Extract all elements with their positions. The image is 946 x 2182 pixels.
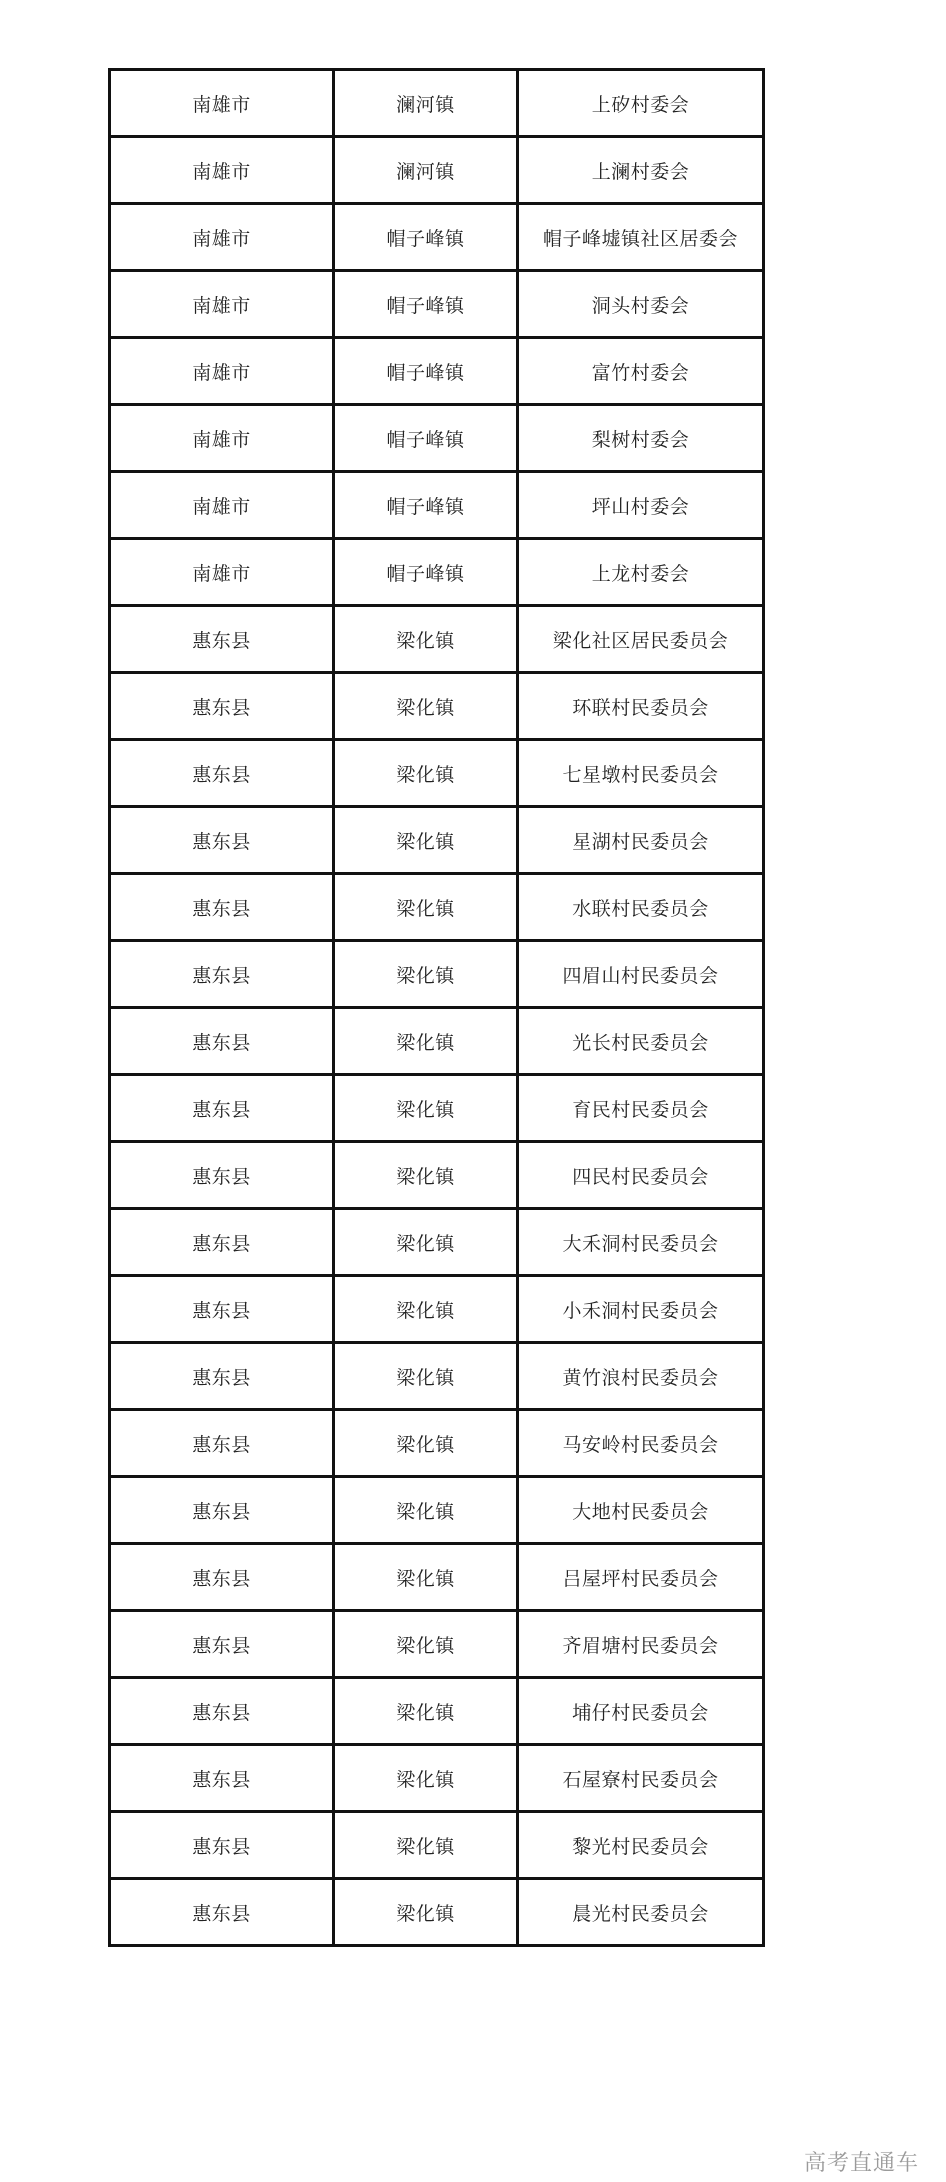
table-row [110, 1276, 764, 1343]
city-cell: 惠东县 [110, 1812, 334, 1879]
committee-cell: 环联村民委员会 [518, 673, 764, 740]
table-row [110, 1142, 764, 1209]
city-cell: 南雄市 [110, 472, 334, 539]
table-row [110, 1477, 764, 1544]
table-row [110, 1745, 764, 1812]
committee-cell: 上龙村委会 [518, 539, 764, 606]
table-row [110, 1209, 764, 1276]
town-cell: 梁化镇 [334, 740, 518, 807]
committee-cell: 育民村民委员会 [518, 1075, 764, 1142]
city-cell: 惠东县 [110, 606, 334, 673]
committee-cell: 上澜村委会 [518, 137, 764, 204]
city-cell: 南雄市 [110, 70, 334, 137]
committee-cell: 星湖村民委员会 [518, 807, 764, 874]
village-table [108, 68, 765, 1947]
table-row [110, 1075, 764, 1142]
table-row [110, 204, 764, 271]
town-cell: 梁化镇 [334, 1410, 518, 1477]
city-cell: 南雄市 [110, 204, 334, 271]
committee-cell: 七星墩村民委员会 [518, 740, 764, 807]
committee-cell: 上矽村委会 [518, 70, 764, 137]
city-cell: 南雄市 [110, 539, 334, 606]
table-row [110, 539, 764, 606]
committee-cell: 富竹村委会 [518, 338, 764, 405]
table-row [110, 1410, 764, 1477]
city-cell: 惠东县 [110, 1879, 334, 1946]
town-cell: 梁化镇 [334, 1678, 518, 1745]
city-cell: 惠东县 [110, 1544, 334, 1611]
town-cell: 梁化镇 [334, 1075, 518, 1142]
village-table-container [108, 68, 762, 1947]
town-cell: 梁化镇 [334, 673, 518, 740]
table-row [110, 1544, 764, 1611]
table-row [110, 941, 764, 1008]
committee-cell: 大禾洞村民委员会 [518, 1209, 764, 1276]
committee-cell: 吕屋坪村民委员会 [518, 1544, 764, 1611]
committee-cell: 洞头村委会 [518, 271, 764, 338]
town-cell: 梁化镇 [334, 1879, 518, 1946]
town-cell: 梁化镇 [334, 1343, 518, 1410]
committee-cell: 马安岭村民委员会 [518, 1410, 764, 1477]
table-row [110, 807, 764, 874]
town-cell: 梁化镇 [334, 941, 518, 1008]
city-cell: 惠东县 [110, 1477, 334, 1544]
city-cell: 惠东县 [110, 941, 334, 1008]
table-row [110, 1343, 764, 1410]
town-cell: 梁化镇 [334, 1142, 518, 1209]
city-cell: 惠东县 [110, 1209, 334, 1276]
city-cell: 南雄市 [110, 338, 334, 405]
city-cell: 惠东县 [110, 1075, 334, 1142]
town-cell: 梁化镇 [334, 807, 518, 874]
city-cell: 惠东县 [110, 1611, 334, 1678]
committee-cell: 梨树村委会 [518, 405, 764, 472]
committee-cell: 水联村民委员会 [518, 874, 764, 941]
town-cell: 澜河镇 [334, 137, 518, 204]
table-row [110, 137, 764, 204]
committee-cell: 埔仔村民委员会 [518, 1678, 764, 1745]
committee-cell: 晨光村民委员会 [518, 1879, 764, 1946]
village-table-body [110, 70, 764, 1946]
city-cell: 惠东县 [110, 1142, 334, 1209]
town-cell: 梁化镇 [334, 1544, 518, 1611]
town-cell: 梁化镇 [334, 1745, 518, 1812]
committee-cell: 小禾洞村民委员会 [518, 1276, 764, 1343]
table-row [110, 1812, 764, 1879]
table-row [110, 472, 764, 539]
committee-cell: 四民村民委员会 [518, 1142, 764, 1209]
town-cell: 帽子峰镇 [334, 405, 518, 472]
town-cell: 帽子峰镇 [334, 204, 518, 271]
city-cell: 南雄市 [110, 271, 334, 338]
city-cell: 惠东县 [110, 1745, 334, 1812]
table-row [110, 405, 764, 472]
city-cell: 惠东县 [110, 1276, 334, 1343]
town-cell: 梁化镇 [334, 1008, 518, 1075]
town-cell: 梁化镇 [334, 1209, 518, 1276]
town-cell: 梁化镇 [334, 1812, 518, 1879]
table-row [110, 271, 764, 338]
committee-cell: 光长村民委员会 [518, 1008, 764, 1075]
city-cell: 南雄市 [110, 405, 334, 472]
city-cell: 惠东县 [110, 673, 334, 740]
town-cell: 梁化镇 [334, 1477, 518, 1544]
table-row [110, 673, 764, 740]
town-cell: 帽子峰镇 [334, 338, 518, 405]
table-row [110, 1678, 764, 1745]
town-cell: 帽子峰镇 [334, 539, 518, 606]
town-cell: 澜河镇 [334, 70, 518, 137]
committee-cell: 大地村民委员会 [518, 1477, 764, 1544]
table-row [110, 874, 764, 941]
city-cell: 惠东县 [110, 1343, 334, 1410]
city-cell: 惠东县 [110, 807, 334, 874]
town-cell: 帽子峰镇 [334, 271, 518, 338]
town-cell: 梁化镇 [334, 606, 518, 673]
town-cell: 梁化镇 [334, 1611, 518, 1678]
town-cell: 梁化镇 [334, 1276, 518, 1343]
watermark-text: 高考直通车 [804, 2151, 920, 2176]
table-row [110, 70, 764, 137]
table-row [110, 1879, 764, 1946]
committee-cell: 石屋寮村民委员会 [518, 1745, 764, 1812]
committee-cell: 黄竹浪村民委员会 [518, 1343, 764, 1410]
city-cell: 南雄市 [110, 137, 334, 204]
table-row [110, 606, 764, 673]
town-cell: 帽子峰镇 [334, 472, 518, 539]
city-cell: 惠东县 [110, 1008, 334, 1075]
committee-cell: 坪山村委会 [518, 472, 764, 539]
committee-cell: 梁化社区居民委员会 [518, 606, 764, 673]
committee-cell: 帽子峰墟镇社区居委会 [518, 204, 764, 271]
town-cell: 梁化镇 [334, 874, 518, 941]
committee-cell: 黎光村民委员会 [518, 1812, 764, 1879]
committee-cell: 齐眉塘村民委员会 [518, 1611, 764, 1678]
table-row [110, 740, 764, 807]
city-cell: 惠东县 [110, 740, 334, 807]
table-row [110, 1611, 764, 1678]
city-cell: 惠东县 [110, 1410, 334, 1477]
city-cell: 惠东县 [110, 874, 334, 941]
committee-cell: 四眉山村民委员会 [518, 941, 764, 1008]
city-cell: 惠东县 [110, 1678, 334, 1745]
table-row [110, 1008, 764, 1075]
table-row [110, 338, 764, 405]
